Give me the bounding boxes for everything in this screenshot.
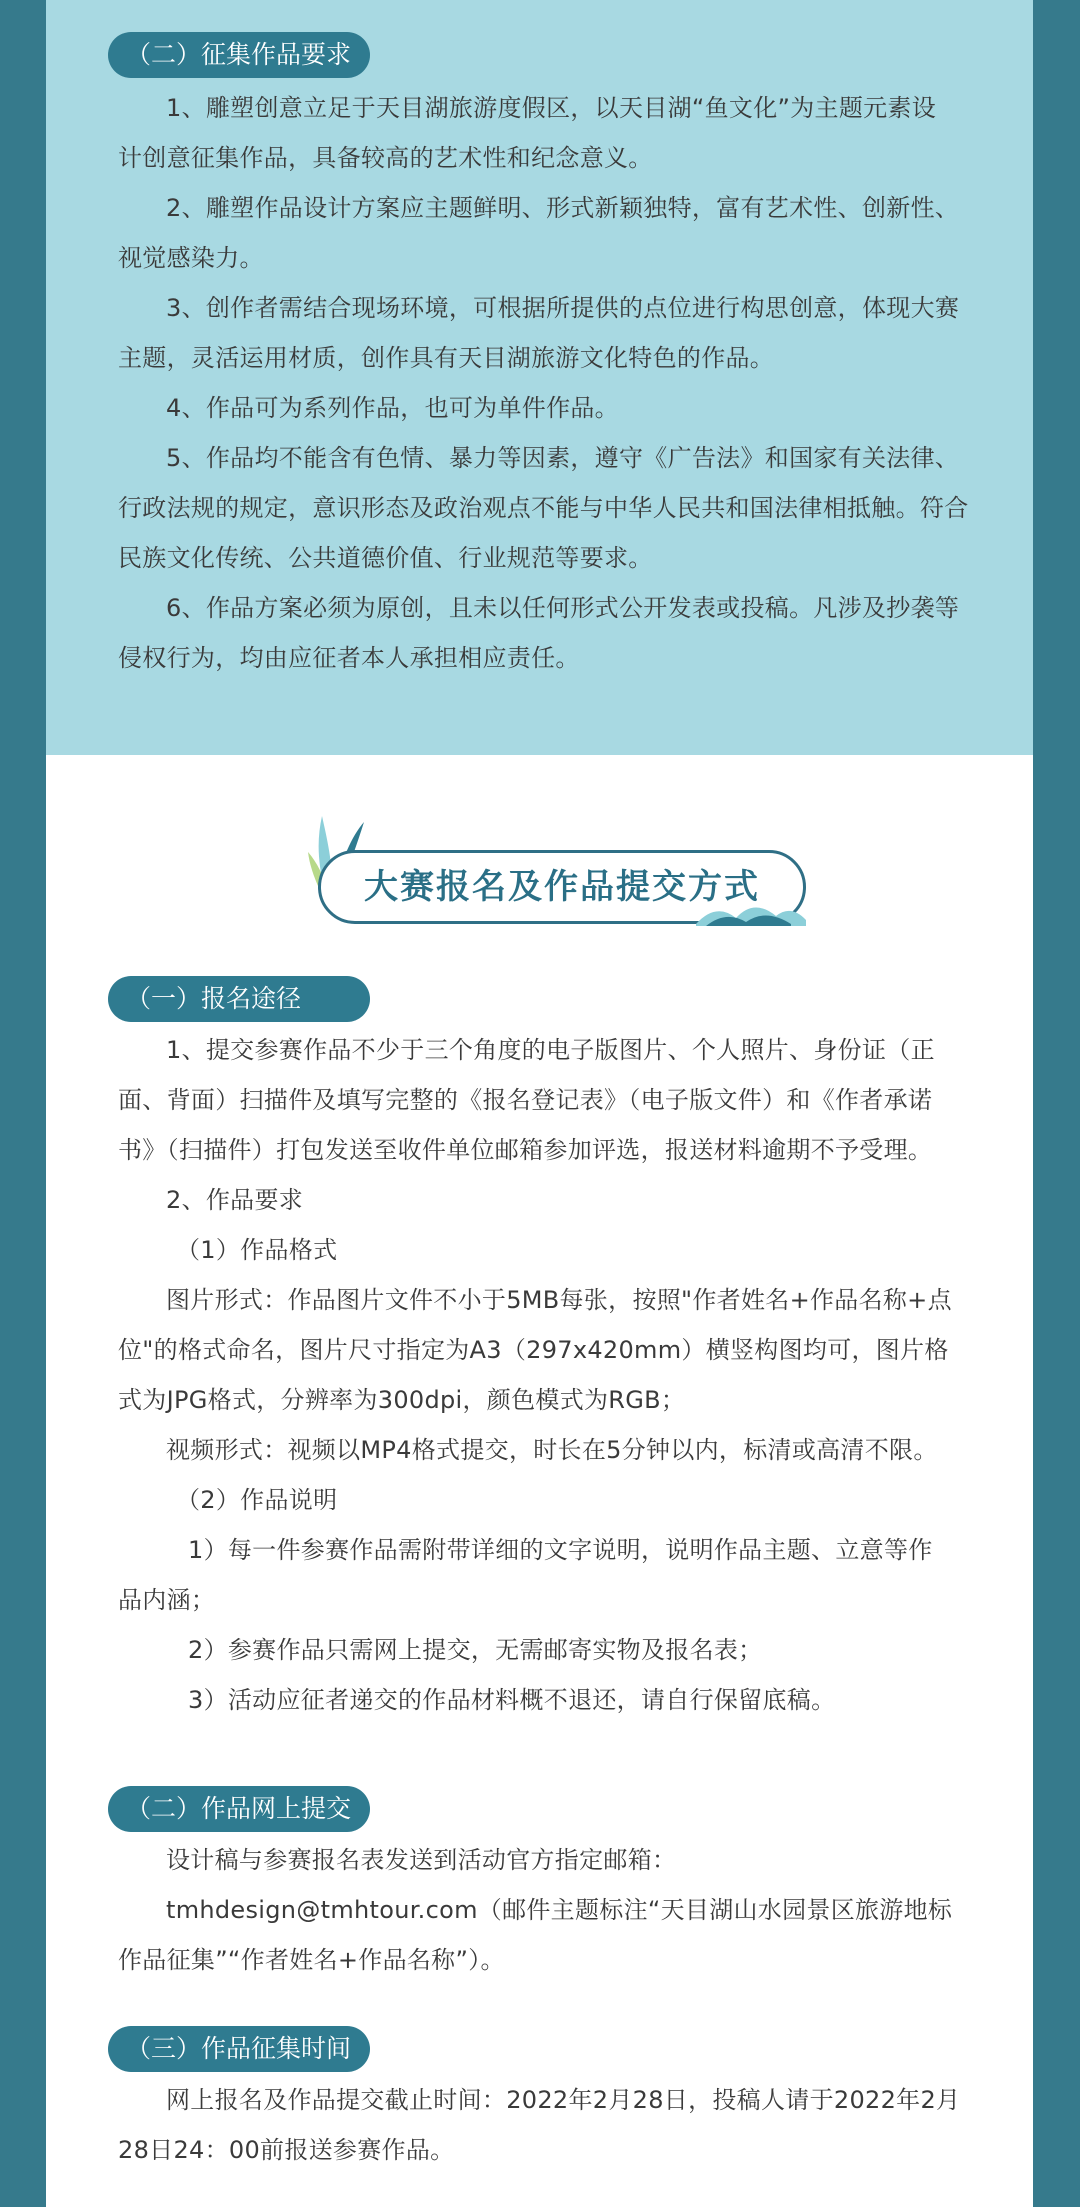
collection-time-text xyxy=(118,2075,1018,2175)
collection-time-heading: （三）作品征集时间 xyxy=(108,2026,370,2072)
mountain-wave-icon xyxy=(696,896,806,926)
text-line: 视觉感染力。 xyxy=(118,244,264,272)
text-line: 28日24：00前报送参赛作品。 xyxy=(118,2136,455,2164)
requirements-text xyxy=(118,83,1018,683)
text-line: 行政法规的规定，意识形态及政治观点不能与中华人民共和国法律相抵触。符合 xyxy=(118,494,969,522)
text-line: 作品征集”“作者姓名+作品名称”）。 xyxy=(118,1946,505,1974)
text-line: 2）参赛作品只需网上提交，无需邮寄实物及报名表； xyxy=(188,1636,763,1664)
text-line: 图片形式：作品图片文件不小于5MB每张，按照"作者姓名+作品名称+点 xyxy=(166,1286,952,1314)
text-line: 书》（扫描件）打包发送至收件单位邮箱参加评选，报送材料逾期不予受理。 xyxy=(118,1136,933,1164)
requirements-panel xyxy=(46,0,1033,755)
text-line: 4、作品可为系列作品，也可为单件作品。 xyxy=(166,394,619,422)
text-line: 2、雕塑作品设计方案应主题鲜明、形式新颖独特，富有艺术性、创新性、 xyxy=(166,194,960,222)
signup-heading: （一）报名途径 xyxy=(108,976,370,1022)
text-line: 6、作品方案必须为原创，且未以任何形式公开发表或投稿。凡涉及抄袭等 xyxy=(166,594,960,622)
text-line: 3、创作者需结合现场环境，可根据所提供的点位进行构思创意，体现大赛 xyxy=(166,294,960,322)
requirements-heading: （二）征集作品要求 xyxy=(108,32,370,78)
text-line: （1）作品格式 xyxy=(176,1236,338,1264)
text-line: 计创意征集作品，具备较高的艺术性和纪念意义。 xyxy=(118,144,653,172)
section-title: 大赛报名及作品提交方式 xyxy=(364,867,760,907)
text-line: 主题，灵活运用材质，创作具有天目湖旅游文化特色的作品。 xyxy=(118,344,775,372)
text-line: 1）每一件参赛作品需附带详细的文字说明，说明作品主题、立意等作 xyxy=(188,1536,933,1564)
text-line: 侵权行为，均由应征者本人承担相应责任。 xyxy=(118,644,580,672)
text-line: （2）作品说明 xyxy=(176,1486,338,1514)
text-line: 面、背面）扫描件及填写完整的《报名登记表》（电子版文件）和《作者承诺 xyxy=(118,1086,933,1114)
text-line: 网上报名及作品提交截止时间：2022年2月28日，投稿人请于2022年2月 xyxy=(166,2086,961,2114)
text-line: 1、提交参赛作品不少于三个角度的电子版图片、个人照片、身份证（正 xyxy=(166,1036,935,1064)
signup-text xyxy=(118,1025,1018,1725)
text-line: 位"的格式命名，图片尺寸指定为A3（297x420mm）横竖构图均可，图片格 xyxy=(118,1336,949,1364)
text-line: 5、作品均不能含有色情、暴力等因素，遵守《广告法》和国家有关法律、 xyxy=(166,444,960,472)
text-line: 3）活动应征者递交的作品材料概不退还，请自行保留底稿。 xyxy=(188,1686,836,1714)
online-submit-text xyxy=(118,1835,1018,1985)
text-line: tmhdesign@tmhtour.com（邮件主题标注“天目湖山水园景区旅游地标 xyxy=(166,1896,953,1924)
text-line: 视频形式：视频以MP4格式提交，时长在5分钟以内，标清或高清不限。 xyxy=(166,1436,938,1464)
text-line: 民族文化传统、公共道德价值、行业规范等要求。 xyxy=(118,544,653,572)
text-line: 设计稿与参赛报名表发送到活动官方指定邮箱： xyxy=(166,1846,677,1874)
text-line: 1、雕塑创意立足于天目湖旅游度假区，以天目湖“鱼文化”为主题元素设 xyxy=(166,94,937,122)
text-line: 式为JPG格式，分辨率为300dpi，颜色模式为RGB； xyxy=(118,1386,686,1414)
text-line: 2、作品要求 xyxy=(166,1186,304,1214)
text-line: 品内涵； xyxy=(118,1586,216,1614)
poster-page xyxy=(46,0,1033,2207)
online-submit-heading: （二）作品网上提交 xyxy=(108,1786,370,1832)
